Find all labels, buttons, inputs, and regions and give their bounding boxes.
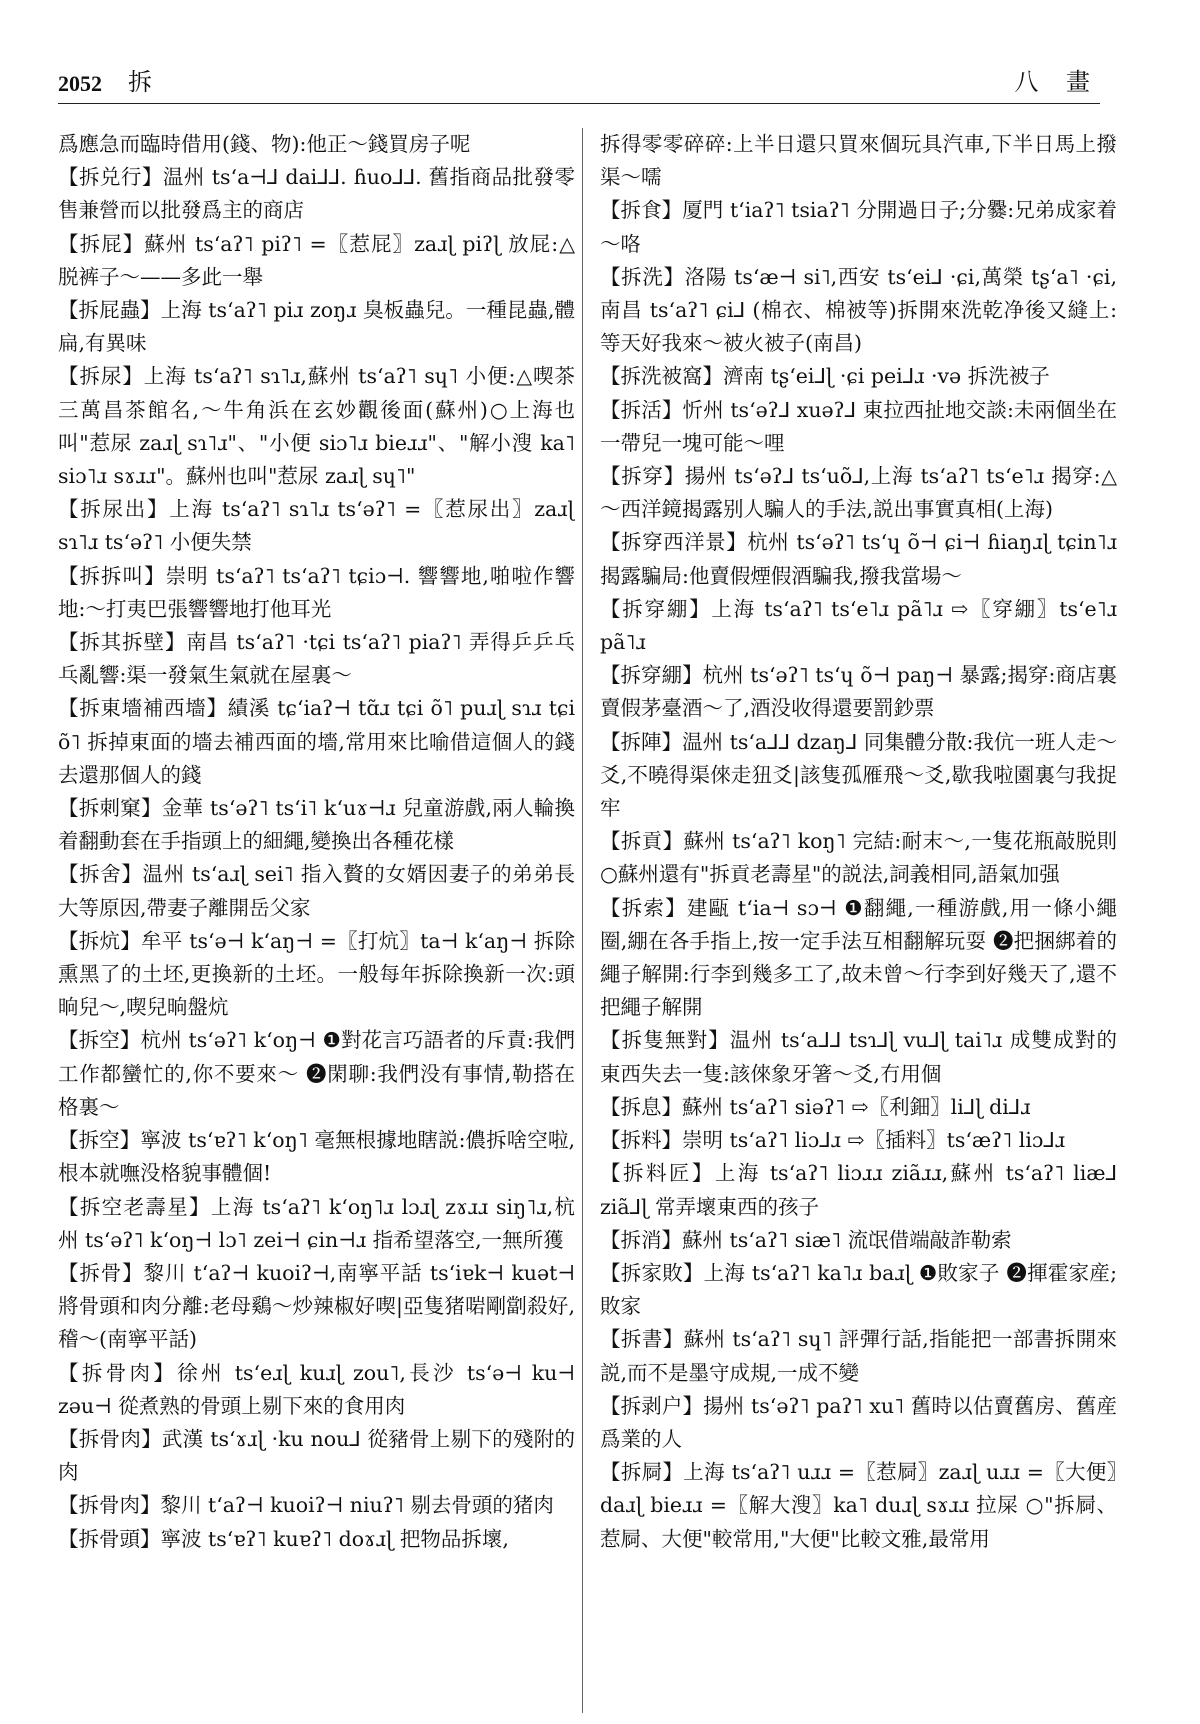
page-number: 2052 [58,71,102,96]
dictionary-entry: 【拆舍】温州 tsʻaɹɭ sei˥ 指入贅的女婿因妻子的弟弟長大等原因,帶妻子離開岳父家 [58,862,575,920]
dictionary-entry: 【拆索】建甌 tʻia⊣ sɔ⊣ ❶翻繩,一種游戲,用一條小繩圈,綳在各手指上,按一定手法互相翻解玩耍 ❷把捆綁着的繩子解開:行李到幾多工了,故未曾～行李到好幾天了,還不把繩子解開 [600,895,1117,1020]
dictionary-entry: 【拆炕】牟平 tsʻə⊣ kʻaŋ⊣ =〖打炕〗ta⊣ kʻaŋ⊣ 拆除熏黑了的土坯,更換新的土坯。一般每年拆除換新一次:頭晌兒～,喫兒晌盤炕 [58,928,575,1020]
dictionary-entry: 【拆兑行】温州 tsʻa⊣⅃ dai⅃⅃. ɦuo⅃⅃. 舊指商品批發零售兼營而以批發爲主的商店 [58,165,575,223]
dictionary-entry: 【拆料匠】上海 tsʻaʔ˥ liɔɹɹ ziãɹɹ,蘇州 tsʻaʔ˥ liæ⅃ ziã⅃ɭ 常弄壞東西的孩子 [600,1161,1117,1219]
dictionary-entry: 【拆骨肉】武漢 tsʻɤɹɭ ·ku nou⅃ 從豬骨上剔下的殘附的肉 [58,1426,575,1485]
dictionary-entry: 【拆消】蘇州 tsʻaʔ˥ siæ˥ 流氓借端敲詐勒索 [600,1227,1012,1252]
dictionary-entry: 【拆拆叫】崇明 tsʻaʔ˥ tsʻaʔ˥ tɕiɔ⊣. 響響地,啪啦作響地:～打夷巴張響響地打他耳光 [58,563,575,621]
dictionary-entry: 【拆陣】温州 tsʻa⅃⅃ dzaŋ⅃ 同集體分散:我伉一班人走～爻,不曉得渠倈走狃爻|該隻孤雁飛～爻,歇我啦園裏勻我捉牢 [600,729,1117,821]
left-column [58,128,575,1713]
dictionary-entry: 【拆東墻補西墻】績溪 tɕʻiaʔ⊣ tɑ̃ɹ tɕi õ˥ puɹɭ sɿɹ tɕi õ˥ 拆掉東面的墻去補西面的墻,常用來比喻借這個人的錢去還那個人的錢 [58,696,575,787]
dictionary-entry: 【拆骨】黎川 tʻaʔ⊣ kuoiʔ⊣,南寧平話 tsʻiɐk⊣ kuət⊣ 將骨頭和肉分離:老母鷄～炒辣椒好喫|亞隻猪啱剛劏殺好,稽～(南寧平話) [58,1260,575,1352]
dictionary-entry: 【拆食】厦門 tʻiaʔ˥ tsiaʔ˥ 分開過日子;分爨:兄弟成家着～咯 [600,198,1117,256]
dictionary-entry: 【拆貢】蘇州 tsʻaʔ˥ koŋ˥ 完結:耐末～,一隻花瓶敲脱則 ○蘇州還有"拆貢老壽星"的説法,詞義相同,語氣加强 [600,829,1117,887]
dictionary-entry: 【拆空】寧波 tsʻɐʔ˥ kʻoŋ˥ 毫無根據地瞎説:儂拆啥空啦,根本就嘸没格貌事體個! [58,1128,575,1186]
right-column [600,128,1117,1713]
dictionary-entry: 【拆其拆壁】南昌 tsʻaʔ˥ ·tɕi tsʻaʔ˥ piaʔ˥ 弄得乒乒乓乓亂響:渠一發氣生氣就在屋裏～ [58,630,575,688]
dictionary-entry: 【拆屁】蘇州 tsʻaʔ˥ piʔ˥ =〖惹屁〗zaɹɭ piʔɭ 放屁:△脱裤子～——多此一舉 [58,231,575,289]
dictionary-entry: 【拆活】忻州 tsʻəʔ⅃ xuəʔ⅃ 東拉西扯地交談:未兩個坐在一帶兒一塊可能～哩 [600,397,1117,455]
dictionary-entry: 【拆穿綳】杭州 tsʻəʔ˥ tsʻɥ õ⊣ paŋ⊣ 暴露;揭穿:商店裏賣假茅臺酒～了,酒没收得還要罰鈔票 [600,663,1117,721]
dictionary-entry: 【拆骨肉】徐州 tsʻeɹɭ kuɹɭ zou˥,長沙 tsʻə⊣ ku⊣ zəu⊣ 從煮熟的骨頭上剔下來的食用肉 [58,1360,575,1418]
dictionary-entry: 【拆料】崇明 tsʻaʔ˥ liɔ⅃ɹ ⇨〖插料〗tsʻæʔ˥ liɔ⅃ɹ [600,1128,1066,1153]
dictionary-entry: 【拆家敗】上海 tsʻaʔ˥ ka˥ɹ baɹɭ ❶敗家子 ❷揮霍家産;敗家 [600,1260,1117,1319]
dictionary-entry: 【拆書】蘇州 tsʻaʔ˥ sɥ˥ 評彈行話,指能把一部書拆開來説,而不是墨守成規,一成不變 [600,1327,1117,1385]
dictionary-entry: 【拆空】杭州 tsʻəʔ˥ kʻoŋ⊣ ❶對花言巧語者的斥責:我們工作都蠻忙的,你不要來～ ❷閑聊:我們没有事情,勒搭在格裏～ [58,1028,575,1119]
dictionary-entry: 【拆息】蘇州 tsʻaʔ˥ siəʔ˥ ⇨〖利鈿〗li⅃ɭ di⅃ɹ [600,1094,1031,1119]
column-divider [582,128,583,1713]
dictionary-entry: 【拆穿】揚州 tsʻəʔ⅃ tsʻuõ⅃,上海 tsʻaʔ˥ tsʻe˥ɹ 揭穿:△～西洋鏡揭露别人騙人的手法,説出事實真相(上海) [600,464,1117,522]
dictionary-entry: 【拆屙】上海 tsʻaʔ˥ uɹɹ =〖惹屙〗zaɹɭ uɹɹ =〖大便〗daɹɭ bieɹɹ =〖解大溲〗ka˥ duɹɭ sɤɹɹ 拉屎 ○"拆屙、惹屙、大便"較常用,"大便"比較文雅,最常用 [600,1460,1117,1551]
dictionary-entry: 【拆穿綳】上海 tsʻaʔ˥ tsʻe˥ɹ pã˥ɹ ⇨〖穿綳〗tsʻe˥ɹ pã˥ɹ [600,596,1117,655]
dictionary-entry: 【拆隻無對】温州 tsʻa⅃⅃ tsɿ⅃ɭ vu⅃ɭ tai˥ɹ 成雙成對的東西失去一隻:該倈象牙箸～爻,冇用個 [600,1028,1117,1086]
dictionary-entry: 【拆尿】上海 tsʻaʔ˥ sɿ˥ɹ,蘇州 tsʻaʔ˥ sɥ˥ 小便:△喫茶三萬昌茶館名,～牛角浜在玄妙觀後面(蘇州)○上海也叫"惹尿 zaɹɭ sɿ˥ɹ"、"小便 siɔ˥ɹ bieɹɹ"、"解小溲 ka˥ siɔ˥ɹ sɤɹɹ"。蘇州也叫"惹尿 zaɹɭ sɥ˥" [58,364,575,489]
dictionary-entry: 【拆骨肉】黎川 tʻaʔ⊣ kuoiʔ⊣ niuʔ˥ 剔去骨頭的猪肉 [58,1493,554,1518]
dictionary-entry: 【拆尿出】上海 tsʻaʔ˥ sɿ˥ɹ tsʻəʔ˥ =〖惹尿出〗zaɹɭ sɿ˥ɹ tsʻəʔ˥ 小便失禁 [58,497,575,555]
dictionary-entry: 【拆剥户】揚州 tsʻəʔ˥ paʔ˥ xu˥ 舊時以估賣舊房、舊産爲業的人 [600,1393,1117,1451]
dictionary-entry: 【拆洗被窩】濟南 tʂʻei⅃ɭ ·ɕi pei⅃ɹ ·və 拆洗被子 [600,364,1050,389]
head-character: 拆 [128,68,152,96]
dictionary-entry: 【拆屁蟲】上海 tsʻaʔ˥ piɹ zoŋɹ 臭板蟲兒。一種昆蟲,體扁,有異味 [58,298,575,356]
section-title: 八 畫 [1014,68,1100,96]
dictionary-entry: 【拆洗】洛陽 tsʻæ⊣ si˥,西安 tsʻei⅃ ·ɕi,萬榮 tʂʻa˥ ·ɕi,南昌 tsʻaʔ˥ ɕi⅃ (棉衣、棉被等)拆開來洗乾净後又縫上:等天好我來～被火被子(南昌) [600,264,1117,356]
dictionary-entry: 【拆刺窠】金華 tsʻəʔ˥ tsʻi˥ kʻuɤ⊣ɹ 兒童游戲,兩人輪換着翻動套在手指頭上的細繩,變換出各種花樣 [58,796,575,854]
page-header [58,66,1100,104]
dictionary-entry: 【拆空老壽星】上海 tsʻaʔ˥ kʻoŋ˥ɹ lɔɹɭ zɤɹɹ siŋ˥ɹ,杭州 tsʻəʔ˥ kʻoŋ⊣ lɔ˥ zei⊣ ɕin⊣ɹ 指希望落空,一無所獲 [58,1194,575,1252]
dictionary-entry: 拆得零零碎碎:上半日還只買來個玩具汽車,下半日馬上撥渠～嚅 [600,132,1117,190]
dictionary-entry: 【拆穿西洋景】杭州 tsʻəʔ˥ tsʻɥ õ⊣ ɕi⊣ ɦiaŋɹɭ tɕin˥ɹ 揭露騙局:他賣假煙假酒騙我,撥我當場～ [600,530,1117,588]
dictionary-entry: 【拆骨頭】寧波 tsʻɐʔ˥ kuɐʔ˥ doɤɹɭ 把物品拆壞, [58,1526,509,1551]
dictionary-entry: 爲應急而臨時借用(錢、物):他正～錢買房子呢 [58,132,471,156]
